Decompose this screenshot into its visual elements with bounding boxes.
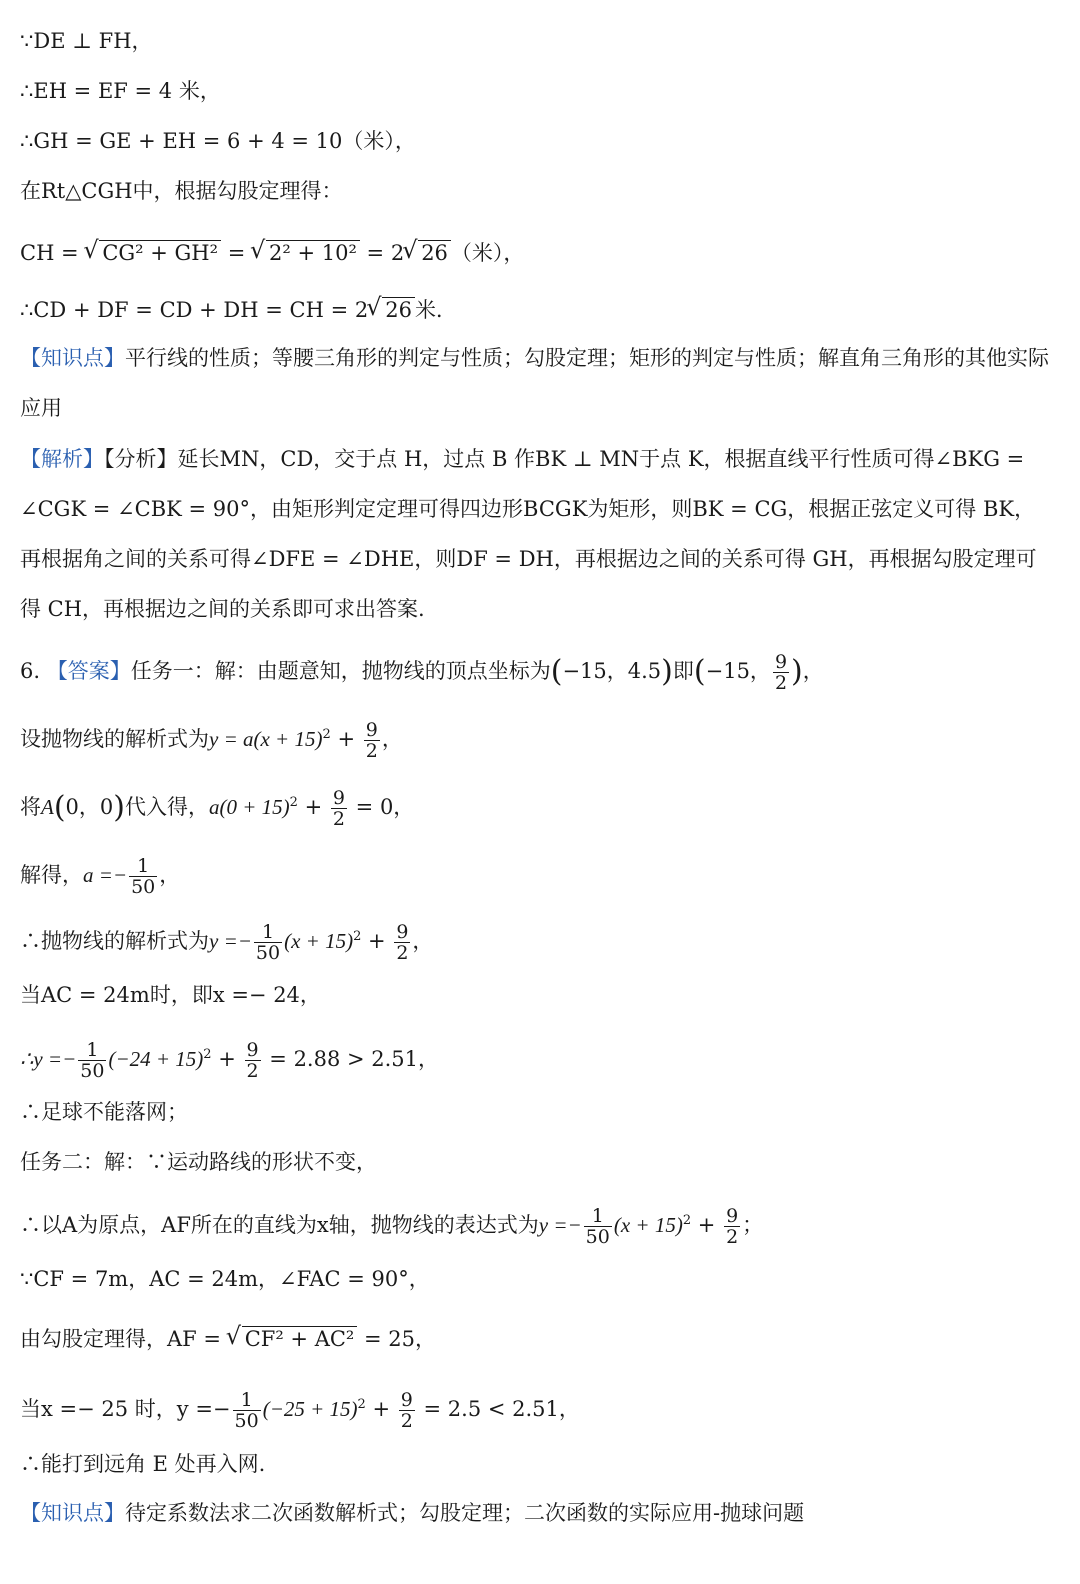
fraction-1-50: $\frac{1}{50}$	[255, 921, 281, 964]
sqrt-cg-gh: √ CG² + GH²	[85, 238, 221, 268]
line-eh-ef: ∴EH = EF = 4 米，	[20, 79, 221, 103]
sqrt-cf-ac: √ CF² + AC²	[228, 1324, 358, 1354]
line-y-2-5: 当x =− 25 时，y =− $\frac{1}{50}$ $(-25 + 15)^2$ + $\frac{9}{2}$ = 2.5 < 2.51，	[20, 1389, 580, 1432]
line-new-origin: ∴以A为原点，AF所在的直线为x轴，抛物线的表达式为y =− $\frac{1}{50}$ $(x + 15)^2$ + $\frac{9}{2}$ ；	[20, 1205, 764, 1248]
line-rt-cgh: 在Rt△CGH中，根据勾股定理得：	[20, 179, 343, 203]
fraction-1-50: $\frac{1}{50}$	[234, 1389, 259, 1432]
line-no-goal: ∴足球不能落网；	[20, 1100, 188, 1124]
fraction-9-2: $\frac{9}{2}$	[332, 787, 345, 830]
line-substitute-a: 将A(0，0)代入得，$a(0 + 15)^2$ + $\frac{9}{2}$ = 0，	[20, 787, 415, 830]
knowledge-point-label: 【知识点】	[20, 1501, 125, 1525]
answer-label: 【答案】	[46, 659, 131, 683]
q6-answer-line: 6. 【答案】任务一：解：由题意知，抛物线的顶点坐标为(−15，4.5)即(−15， $\frac{9}{2}$ )，	[20, 651, 824, 694]
analysis-label: 【解析】	[20, 447, 104, 471]
fraction-9-2: $\frac{9}{2}$	[396, 921, 409, 964]
sqrt-26: √ 26	[404, 238, 451, 268]
analysis-paragraph: 【解析】【分析】延长MN，CD，交于点 H，过点 B 作BK ⊥ MN于点 K，根据直线平行性质可得∠BKG = ∠CGK = ∠CBK = 90°，由矩形判定定理可得四边形BCGK为矩形，则BK = CG，根据正弦定义可得 BK，再根据角之间的关系可得∠DFE = ∠DHE，则DF = DH，再根据边之间的关系可得 GH，再根据勾股定理可得 CH，再根据边之间的关系即可求出答案.	[20, 447, 1037, 621]
line-solve-a: 解得，a =− $\frac{1}{50}$ ，	[20, 855, 181, 898]
line-set-parabola: 设抛物线的解析式为$y = a(x + 15)^2$ + $\frac{9}{2}$ ，	[20, 719, 403, 762]
line-de-perp-fh: ∵DE ⊥ FH，	[20, 29, 153, 53]
fraction-1-50: $\frac{1}{50}$	[131, 855, 156, 898]
line-task-two: 任务二：解：∵运动路线的形状不变，	[20, 1150, 377, 1174]
line-cf-ac: ∵CF = 7m，AC = 24m，∠FAC = 90°，	[20, 1267, 430, 1291]
sqrt-26-b: √ 26	[368, 295, 415, 325]
fraction-9-2: $\frac{9}{2}$	[774, 651, 788, 694]
line-parabola-expression: ∴抛物线的解析式为y =− $\frac{1}{50}$ $(x + 15)^2$ + $\frac{9}{2}$ ，	[20, 921, 434, 964]
line-cd-df: ∴CD + DF = CD + DH = CH = 2√ 26 米.	[20, 295, 1056, 325]
knowledge-point-2: 【知识点】待定系数法求二次函数解析式；勾股定理；二次函数的实际应用-抛球问题	[20, 1501, 805, 1525]
line-gh: ∴GH = GE + EH = 6 + 4 = 10（米），	[20, 129, 416, 153]
line-af-25: 由勾股定理得，AF = √ CF² + AC² = 25，	[20, 1324, 1056, 1354]
knowledge-point-1: 【知识点】平行线的性质；等腰三角形的判定与性质；勾股定理；矩形的判定与性质；解直角三角形的其他实际应用	[20, 346, 1049, 420]
fraction-1-50: $\frac{1}{50}$	[585, 1205, 610, 1248]
sqrt-2-10: √ 2² + 10²	[252, 238, 360, 268]
fraction-9-2: $\frac{9}{2}$	[365, 719, 378, 762]
line-ac-24: 当AC = 24m时，即x =− 24，	[20, 983, 321, 1007]
line-can-score: ∴能打到远角 E 处再入网.	[20, 1452, 266, 1476]
fraction-9-2: $\frac{9}{2}$	[246, 1039, 259, 1082]
fraction-9-2: $\frac{9}{2}$	[726, 1205, 739, 1248]
line-y-2-88: ∴y =− $\frac{1}{50}$ $(-24 + 15)^2$ + $\frac{9}{2}$ = 2.88 > 2.51，	[20, 1039, 440, 1082]
knowledge-point-label: 【知识点】	[20, 346, 125, 370]
line-ch-formula: CH = √ CG² + GH² = √ 2² + 10² = 2√ 26 （米），	[20, 238, 1056, 268]
fraction-1-50: $\frac{1}{50}$	[80, 1039, 105, 1082]
fraction-9-2: $\frac{9}{2}$	[400, 1389, 413, 1432]
